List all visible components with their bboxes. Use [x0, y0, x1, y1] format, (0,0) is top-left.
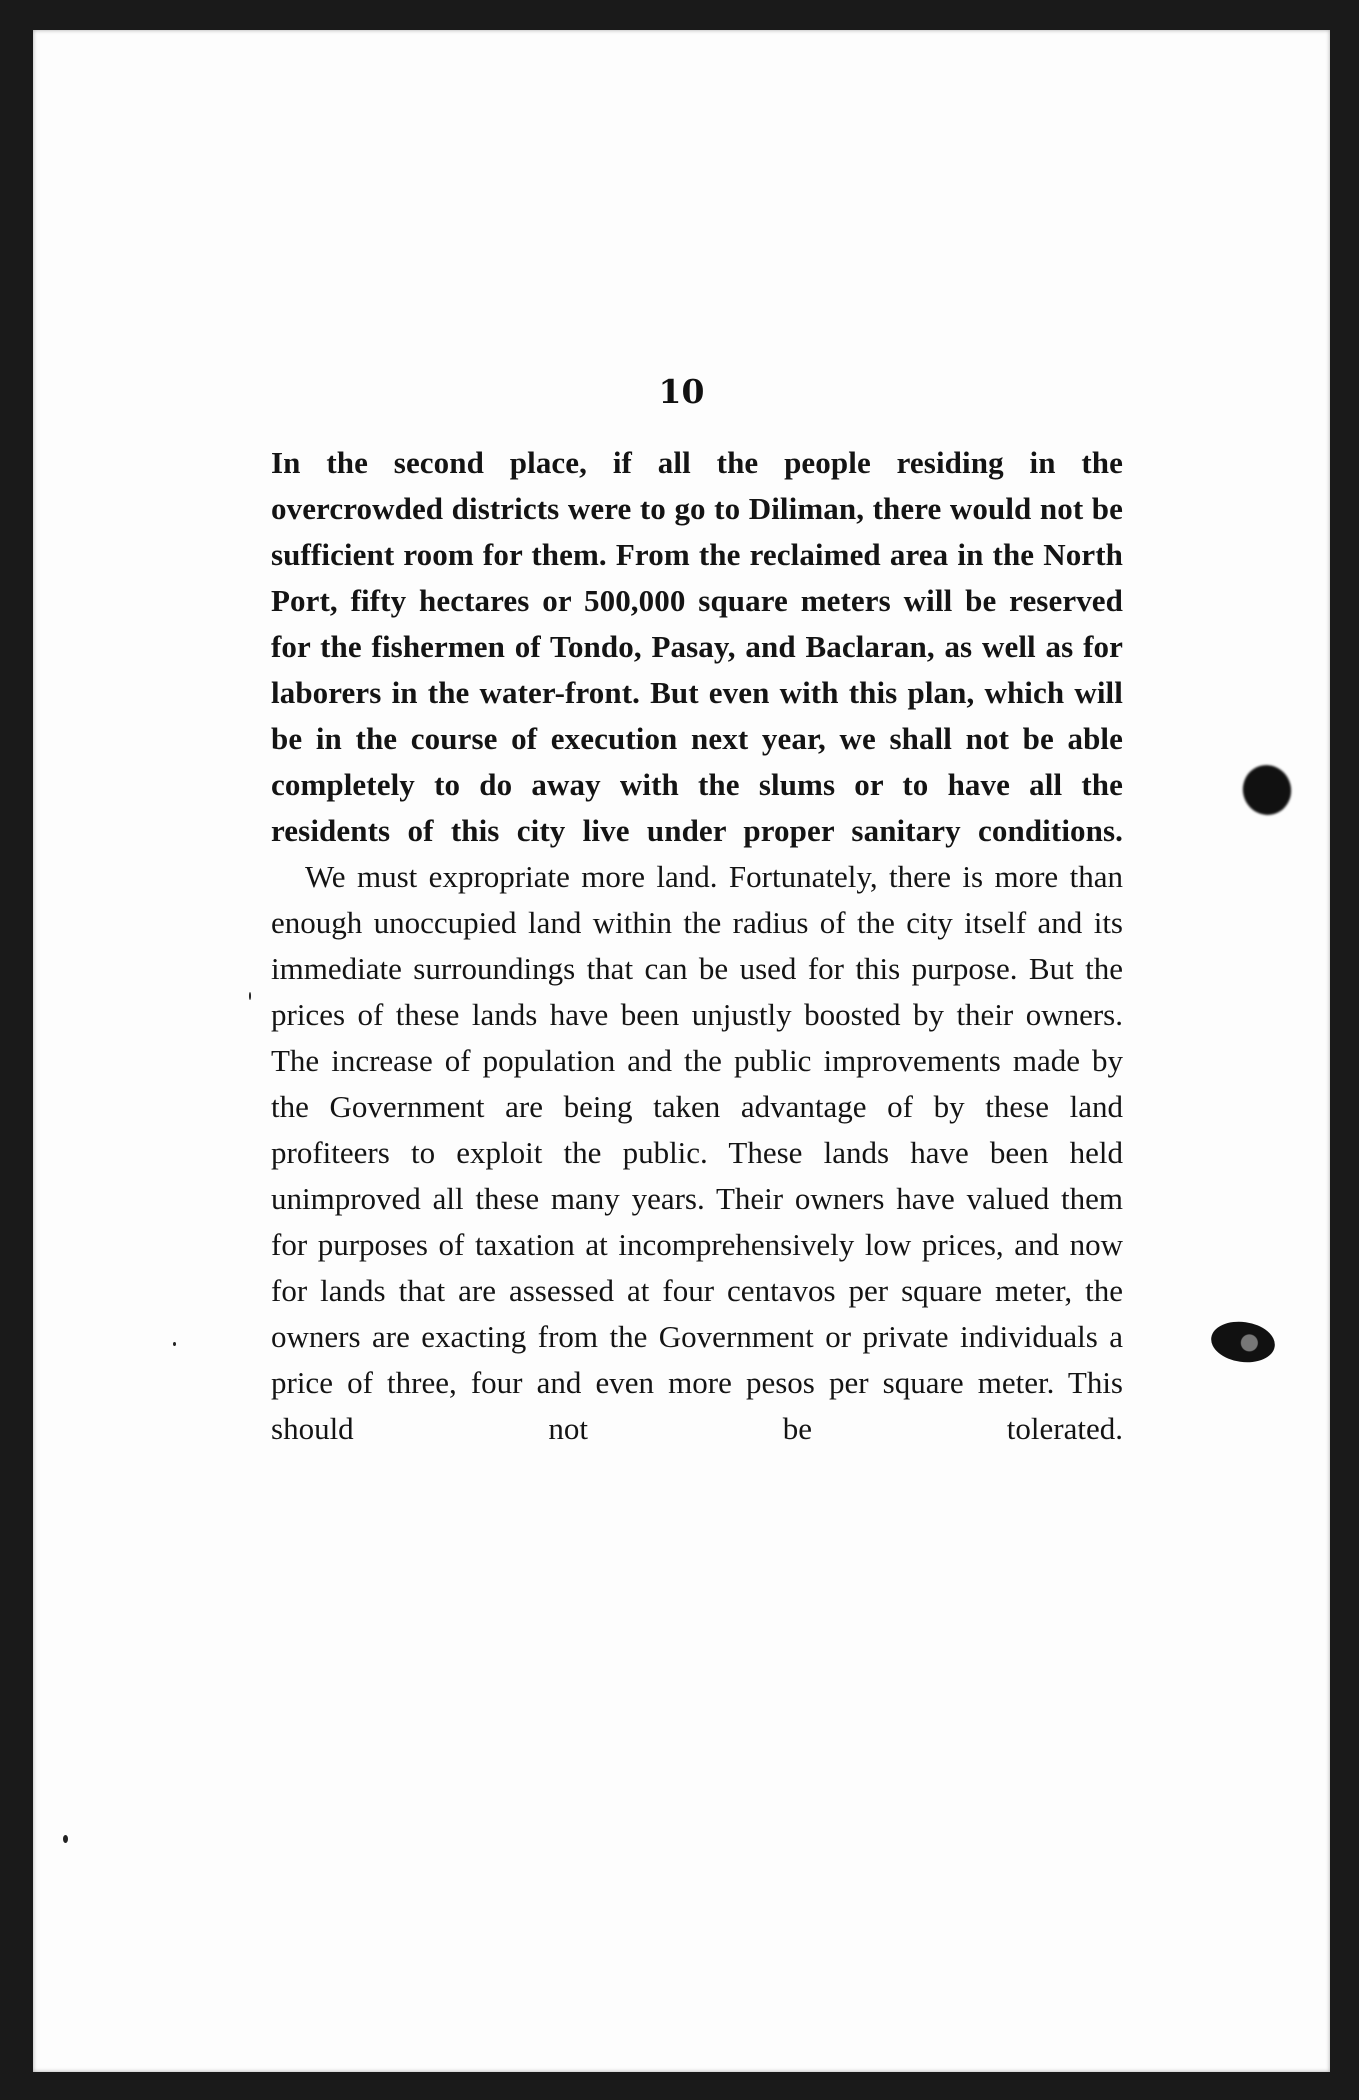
document-page: [33, 30, 1330, 2072]
paragraph-1: In the second place, if all the people residing in the overcrowded districts were to go to Diliman, there would not be sufficient room for them. From the reclaimed area in the North Port, fifty hectares or 500,000 square meters will be reserved for the fishermen of Tondo, Pasay, and Baclaran, as well as for laborers in the water-front. But even with this plan, which will be in the course of execution next year, we shall not be able completely to do away with the slums or to have all the residents of this city live under proper sanitary conditions.: [271, 445, 1123, 848]
ink-blot-mark: [1236, 758, 1298, 821]
ink-blot-mark: [1209, 1318, 1278, 1367]
body-text: [271, 440, 1123, 1452]
paragraph-2: We must expropriate more land. Fortunately, there is more than enough unoccupied land within the radius of the city itself and its immediate surroundings that can be used for this purpose. But the prices of these lands have been unjustly boosted by their owners. The increase of population and the public improvements made by the Government are being taken advantage of by these land profiteers to exploit the public. These lands have been held unimproved all these many years. Their owners have valued them for purposes of taxation at incomprehensively low prices, and now for lands that are assessed at four centavos per square meter, the owners are exacting from the Government or private individuals a price of three, four and even more pesos per square meter. This should not be tolerated.: [271, 859, 1123, 1446]
scan-speck: [63, 1835, 68, 1843]
scan-speck: [173, 1342, 176, 1346]
page-number: 10: [658, 372, 705, 411]
scan-speck: [249, 992, 251, 1000]
